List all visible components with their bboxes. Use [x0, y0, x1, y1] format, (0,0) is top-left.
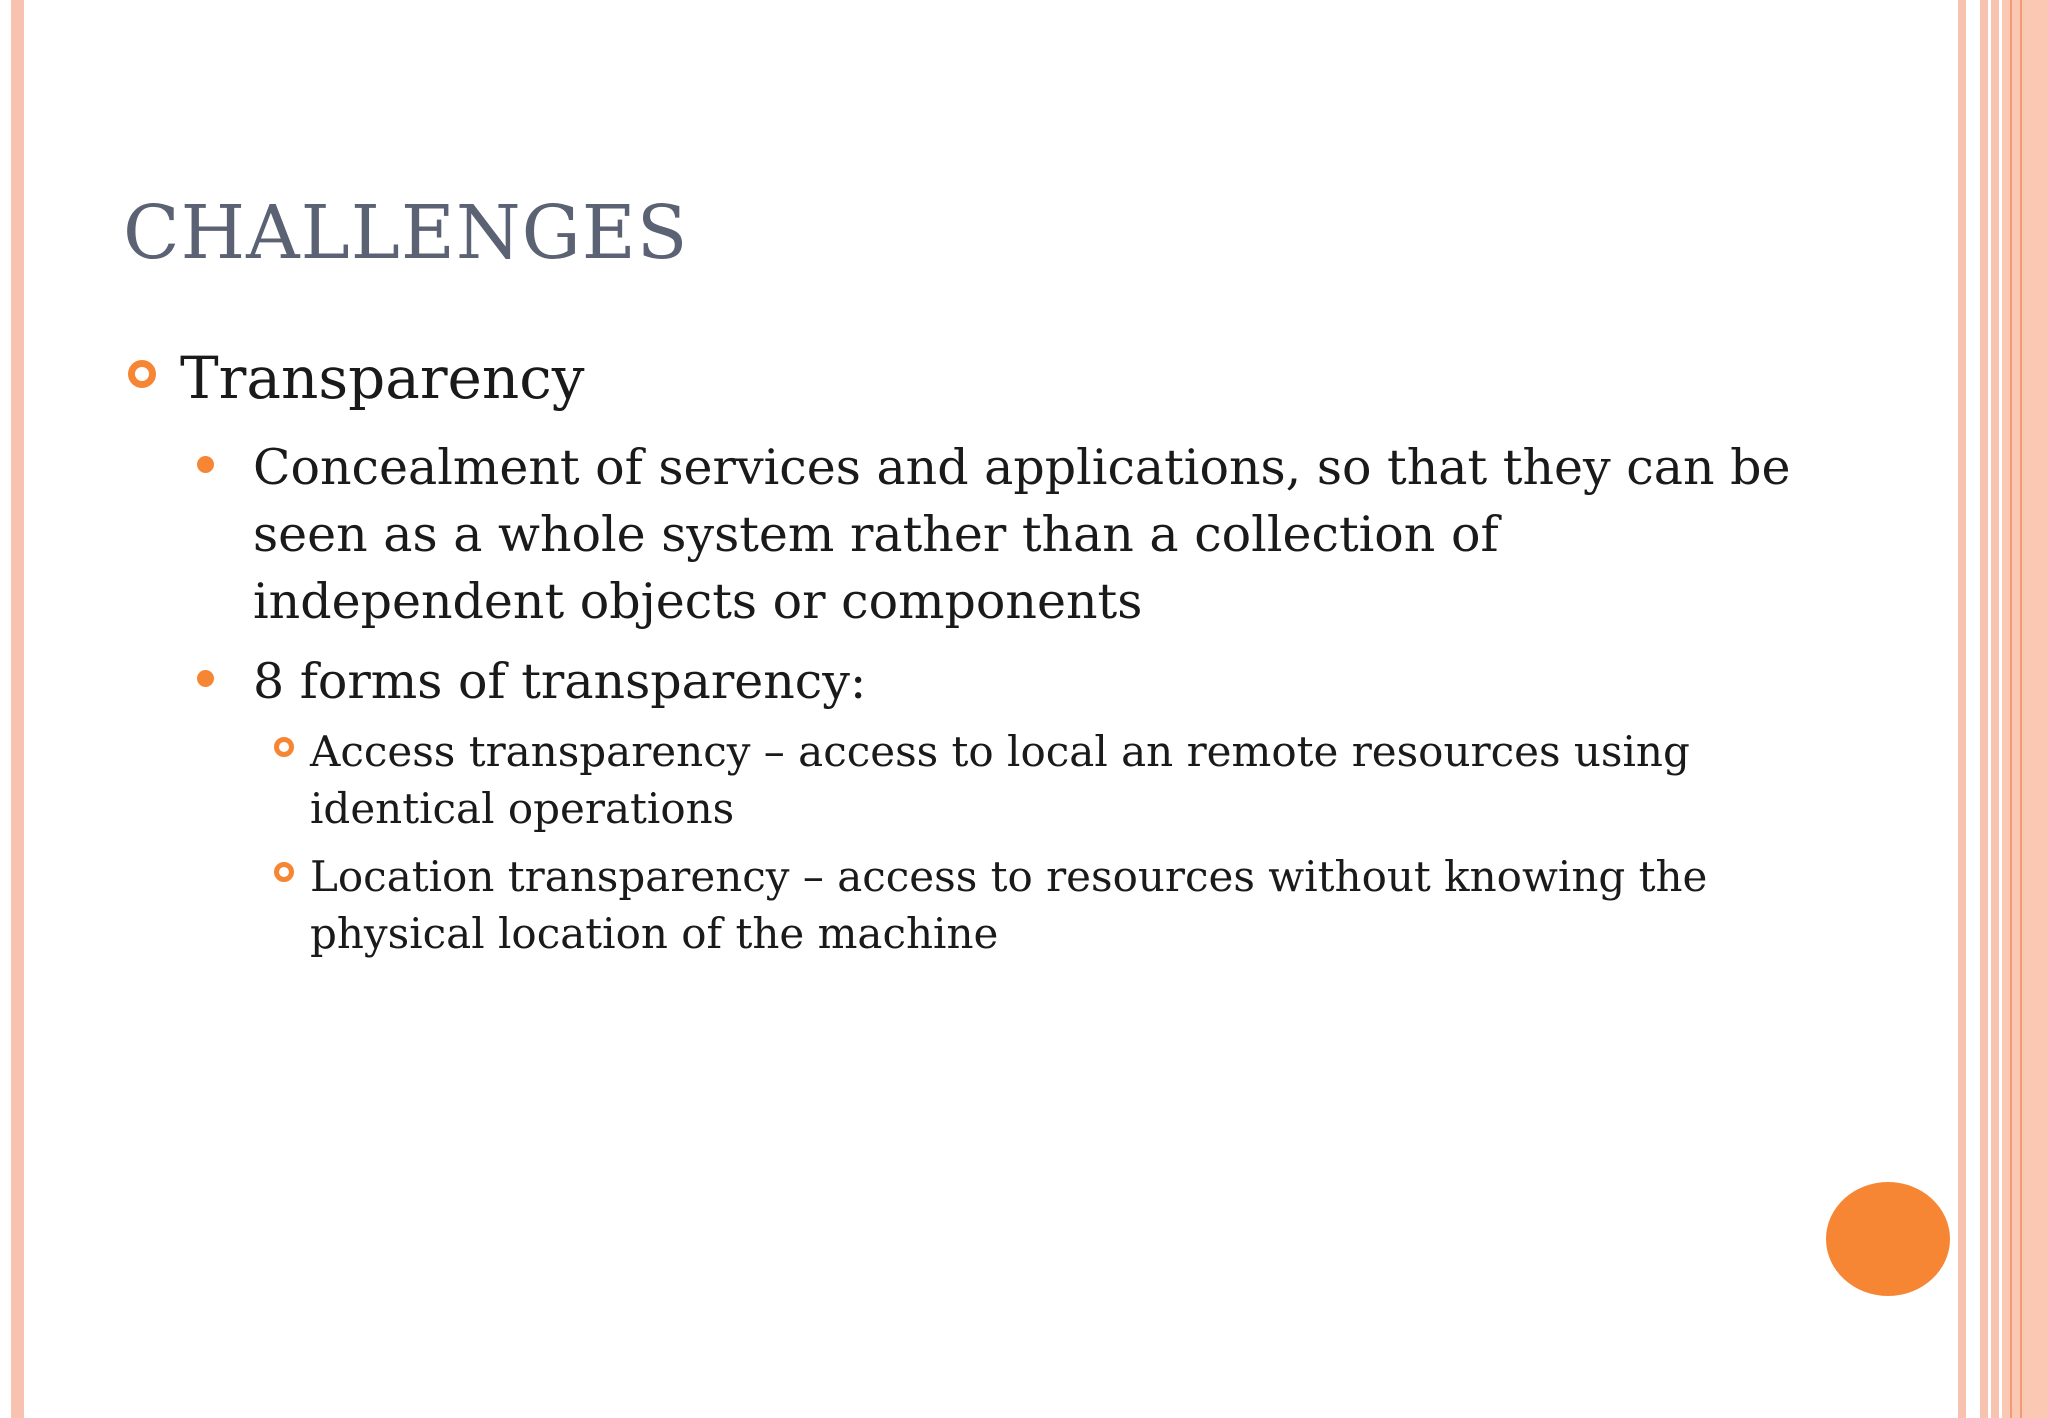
bullet-level3 — [274, 723, 1790, 837]
ring-bullet-icon — [274, 737, 294, 757]
right-decorative-stripe — [1991, 0, 1999, 1418]
right-decorative-stripe — [1958, 0, 1966, 1418]
right-decorative-stripe — [2002, 0, 2048, 1418]
bullet-level1-text: Transparency — [180, 344, 585, 412]
bullet-level3-text: Location transparency – access to resources without knowing the physical location of the machine — [310, 852, 1708, 958]
bullet-level2-text: Concealment of services and applications, so that they can be seen as a whole system rather than a collection of independent objects or components — [253, 439, 1791, 630]
dot-bullet-icon — [197, 456, 214, 473]
ring-bullet-icon — [128, 360, 156, 388]
left-decorative-bar — [11, 0, 24, 1418]
right-decorative-line — [2010, 0, 2012, 1418]
bullet-level2 — [197, 648, 866, 715]
bullet-level2 — [197, 434, 1813, 635]
dot-bullet-icon — [197, 670, 214, 687]
right-decorative-stripe — [1980, 0, 1988, 1418]
bullet-level3-text: Access transparency – access to local an remote resources using identical operations — [310, 727, 1690, 833]
bullet-level3 — [274, 848, 1790, 962]
slide-title: CHALLENGES — [123, 190, 689, 276]
right-decorative-line — [2020, 0, 2022, 1418]
bullet-level1 — [128, 343, 584, 413]
corner-circle-decoration — [1826, 1182, 1950, 1296]
ring-bullet-icon — [274, 862, 294, 882]
bullet-level2-text: 8 forms of transparency: — [253, 653, 867, 710]
